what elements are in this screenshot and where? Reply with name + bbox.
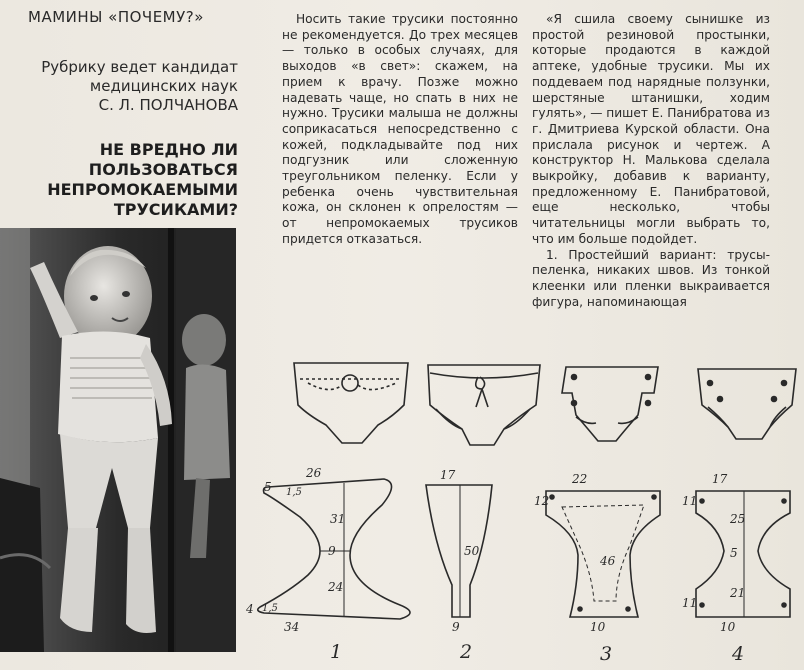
figure-number: 3 (600, 643, 613, 665)
dim-label: 22 (572, 472, 588, 486)
baby-photo (0, 228, 236, 652)
dim-label: 46 (600, 554, 616, 568)
garment-sketch-4 (698, 369, 796, 439)
dim-label: 10 (720, 620, 736, 634)
editor-line: Рубрику ведет кандидат (41, 58, 238, 76)
paragraph: Носить такие трусики постоянно не рекомендуется. До трех месяцев — только в особых случаях, для выходов «в свет»: скажем, на прием к врачу. Позже можно надевать чаще, но спать в них не нужно. Трусики малыша не должны соприкасаться непосредственно с кожей, подкладывайте под них подгузник или сложенную треугольником пеленку. Если у ребенка очень чувствительная кожа, он склонен к опрелостям — от непромокаемых трусиков придется отказаться. (282, 12, 518, 246)
editor-name: С. Л. ПОЛЧАНОВА (98, 96, 238, 114)
dim-label: 50 (464, 544, 480, 558)
dim-label: 11 (682, 596, 698, 610)
dim-label: 17 (440, 468, 456, 482)
dim-label: 10 (590, 620, 606, 634)
dim-label: 4 (246, 602, 254, 616)
garment-sketch-2 (428, 365, 540, 445)
headline-line: ПОЛЬЗОВАТЬСЯ (88, 160, 238, 179)
dim-label: 26 (306, 466, 322, 480)
garment-sketch-1 (294, 363, 408, 443)
garment-sketch-3 (562, 367, 658, 441)
dim-label: 34 (284, 620, 300, 634)
dim-label: 5 (730, 546, 738, 560)
figure-number: 4 (732, 643, 745, 665)
paragraph: «Я сшила своему сынишке из простой резиновой простынки, которые продаются в каждой аптеке, удобные трусики. Мы их поддеваем под нарядные ползунки, шерстяные штанишки, ходим гулять», — пишет Е. Панибратова из г. Дмитриева Курской области. Она прислала рисунок и чертеж. А конструктор Н. Малькова сделала выкройку, добавив к варианту, предложенному Е. Панибратовой, еще несколько, чтобы читательницы могли выбрать то, что им больше подойдет. (532, 12, 770, 246)
rubric-title: МАМИНЫ «ПОЧЕМУ?» (28, 8, 204, 26)
editor-line: медицинских наук (89, 77, 238, 95)
dim-label: 9 (328, 544, 336, 558)
pattern-diagrams (246, 355, 804, 670)
dim-label: 12 (534, 494, 550, 508)
dim-label: 1,5 (286, 487, 302, 498)
dim-label: 5 (264, 480, 272, 494)
headline-line: НЕ ВРЕДНО ЛИ (99, 140, 238, 159)
headline-line: НЕПРОМОКАЕМЫМИ (47, 180, 238, 199)
dim-label: 1,5 (262, 603, 278, 614)
article-column (532, 12, 770, 310)
dim-label: 25 (730, 512, 746, 526)
rubric-editor (4, 58, 238, 115)
paragraph: 1. Простейший вариант: трусы-пеленка, никаких швов. Из тонкой клеенки или пленки выкраивается фигура, напоминающая (532, 247, 770, 309)
dim-label: 17 (712, 472, 728, 486)
figure-number: 2 (460, 641, 473, 663)
figure-number: 1 (330, 641, 343, 663)
dim-label: 24 (328, 580, 344, 594)
headline-line: ТРУСИКАМИ? (113, 200, 238, 219)
article-column (282, 12, 518, 248)
article-headline (40, 140, 238, 220)
dim-label: 9 (452, 620, 460, 634)
pattern-2 (426, 485, 492, 617)
dim-label: 31 (330, 512, 346, 526)
dim-label: 11 (682, 494, 698, 508)
dim-label: 21 (730, 586, 746, 600)
